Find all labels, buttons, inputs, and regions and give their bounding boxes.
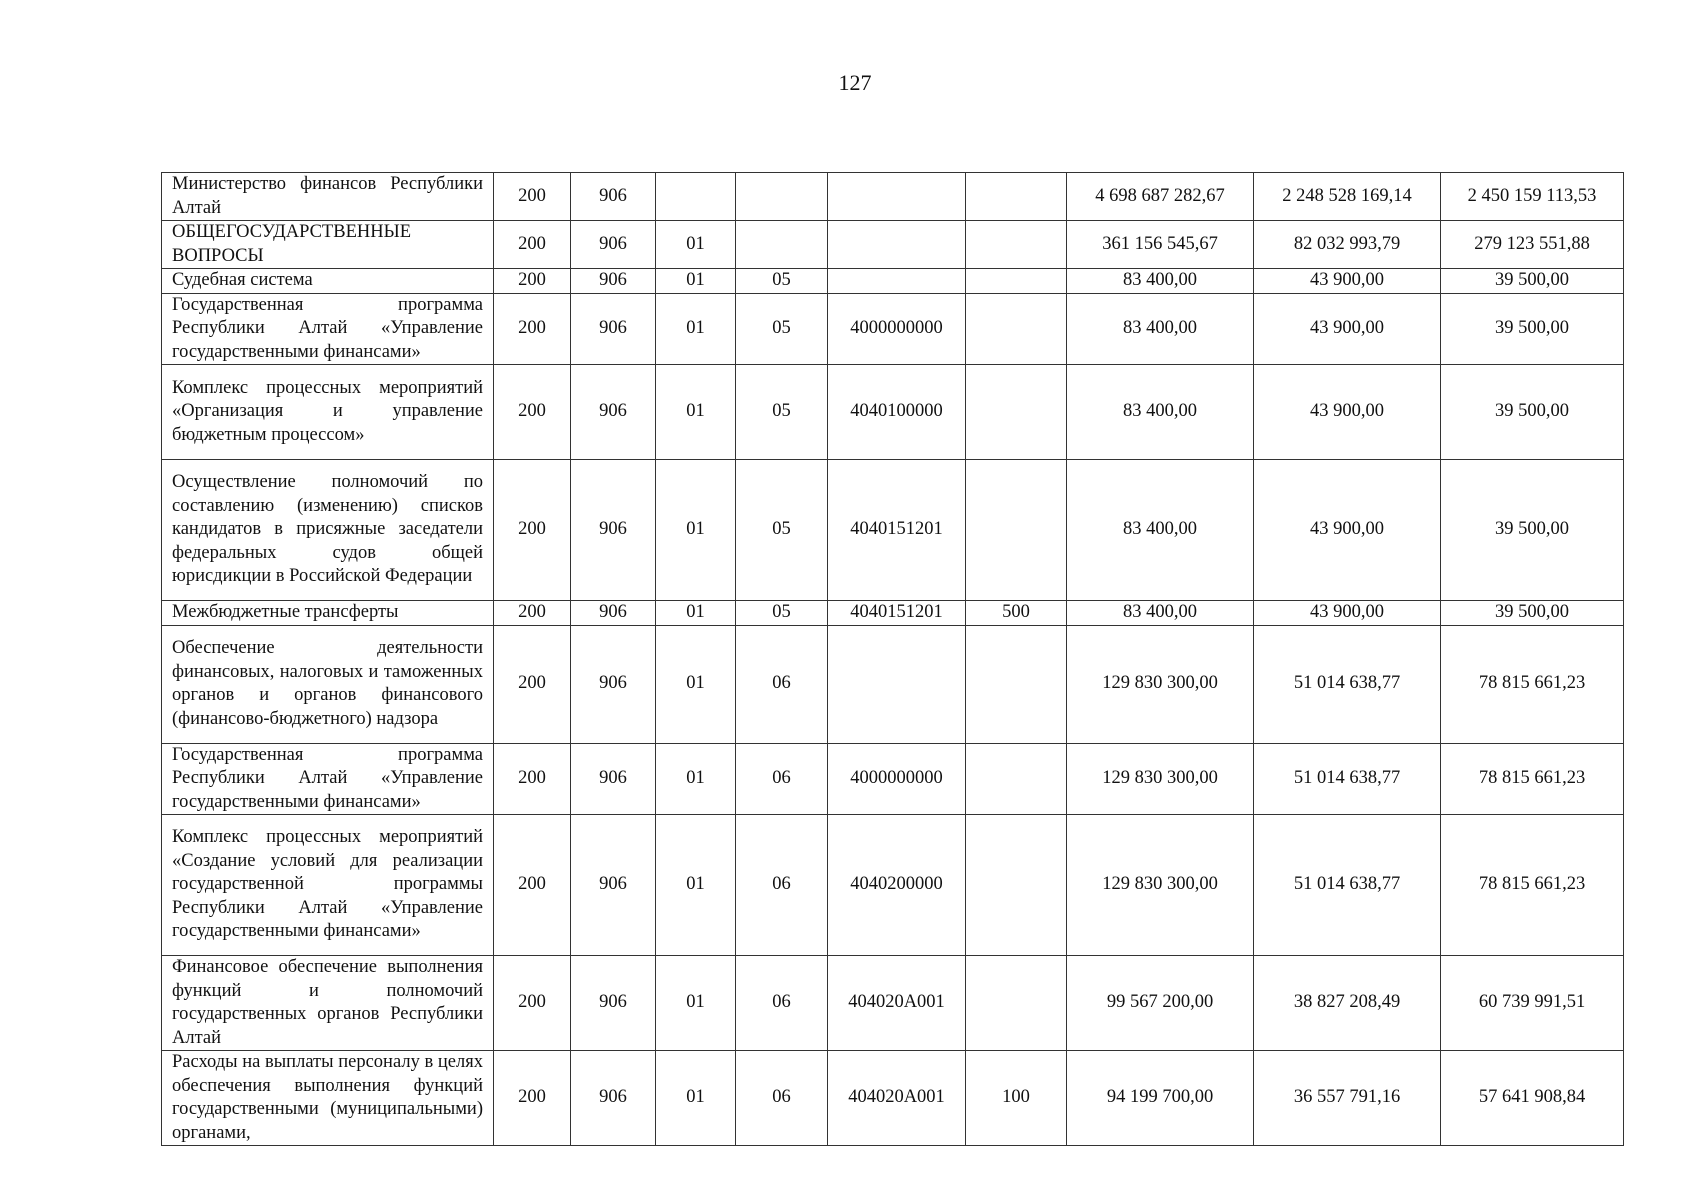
row-name: ОБЩЕГОСУДАРСТВЕННЫЕ ВОПРОСЫ	[162, 221, 494, 269]
table-row	[162, 625, 1624, 743]
budget-table	[161, 172, 1624, 1146]
cell	[828, 269, 966, 294]
amount-cell: 78 815 661,23	[1441, 625, 1624, 743]
cell: 4040151201	[828, 460, 966, 601]
cell: 01	[656, 956, 736, 1051]
cell: 906	[571, 625, 656, 743]
cell	[966, 743, 1067, 815]
cell	[966, 269, 1067, 294]
amount-cell: 38 827 208,49	[1254, 956, 1441, 1051]
cell: 06	[736, 956, 828, 1051]
amount-cell: 99 567 200,00	[1067, 956, 1254, 1051]
cell: 200	[494, 269, 571, 294]
row-name: Министерство финансов Республики Алтай	[162, 173, 494, 221]
row-name: Комплекс процессных мероприятий «Организация и управление бюджетным процессом»	[162, 365, 494, 460]
cell: 200	[494, 365, 571, 460]
cell	[736, 173, 828, 221]
cell: 906	[571, 173, 656, 221]
cell: 4040100000	[828, 365, 966, 460]
cell: 906	[571, 460, 656, 601]
page-number: 127	[838, 70, 872, 95]
row-name: Государственная программа Республики Алтай «Управление государственными финансами»	[162, 743, 494, 815]
cell: 404020А001	[828, 956, 966, 1051]
table-row	[162, 293, 1624, 365]
cell: 4040200000	[828, 815, 966, 956]
amount-cell: 4 698 687 282,67	[1067, 173, 1254, 221]
cell	[966, 460, 1067, 601]
row-name: Финансовое обеспечение выполнения функций и полномочий государственных органов Республики Алтай	[162, 956, 494, 1051]
cell: 906	[571, 365, 656, 460]
amount-cell: 129 830 300,00	[1067, 625, 1254, 743]
amount-cell: 129 830 300,00	[1067, 815, 1254, 956]
amount-cell: 129 830 300,00	[1067, 743, 1254, 815]
amount-cell: 83 400,00	[1067, 460, 1254, 601]
cell: 200	[494, 173, 571, 221]
cell	[966, 173, 1067, 221]
cell	[828, 173, 966, 221]
cell: 100	[966, 1051, 1067, 1146]
row-name: Судебная система	[162, 269, 494, 294]
amount-cell: 279 123 551,88	[1441, 221, 1624, 269]
table-row	[162, 173, 1624, 221]
amount-cell: 36 557 791,16	[1254, 1051, 1441, 1146]
cell: 06	[736, 1051, 828, 1146]
table-row	[162, 221, 1624, 269]
cell	[966, 815, 1067, 956]
cell: 500	[966, 601, 1067, 626]
cell	[966, 365, 1067, 460]
amount-cell: 39 500,00	[1441, 365, 1624, 460]
cell: 4000000000	[828, 293, 966, 365]
cell: 05	[736, 293, 828, 365]
cell: 05	[736, 460, 828, 601]
cell: 4000000000	[828, 743, 966, 815]
row-name: Осуществление полномочий по составлению (изменению) списков кандидатов в присяжные заседатели федеральных судов общей юрисдикции в Российской Федерации	[162, 460, 494, 601]
row-name: Расходы на выплаты персоналу в целях обеспечения выполнения функций государственными (муниципальными) органами,	[162, 1051, 494, 1146]
amount-cell: 2 450 159 113,53	[1441, 173, 1624, 221]
cell: 200	[494, 625, 571, 743]
amount-cell: 39 500,00	[1441, 460, 1624, 601]
row-name: Государственная программа Республики Алтай «Управление государственными финансами»	[162, 293, 494, 365]
cell: 01	[656, 815, 736, 956]
amount-cell: 57 641 908,84	[1441, 1051, 1624, 1146]
cell: 200	[494, 221, 571, 269]
cell: 906	[571, 269, 656, 294]
cell: 06	[736, 625, 828, 743]
table-row	[162, 956, 1624, 1051]
cell: 01	[656, 601, 736, 626]
table-row	[162, 269, 1624, 294]
amount-cell: 83 400,00	[1067, 365, 1254, 460]
amount-cell: 78 815 661,23	[1441, 743, 1624, 815]
row-name: Межбюджетные трансферты	[162, 601, 494, 626]
amount-cell: 78 815 661,23	[1441, 815, 1624, 956]
table-row	[162, 815, 1624, 956]
cell: 200	[494, 743, 571, 815]
cell	[656, 173, 736, 221]
cell: 05	[736, 269, 828, 294]
cell	[966, 956, 1067, 1051]
cell: 01	[656, 460, 736, 601]
amount-cell: 43 900,00	[1254, 601, 1441, 626]
cell: 906	[571, 815, 656, 956]
cell: 01	[656, 293, 736, 365]
table-row	[162, 460, 1624, 601]
cell: 06	[736, 743, 828, 815]
cell: 01	[656, 221, 736, 269]
table-row	[162, 743, 1624, 815]
cell	[828, 625, 966, 743]
cell: 01	[656, 625, 736, 743]
cell	[966, 293, 1067, 365]
amount-cell: 83 400,00	[1067, 293, 1254, 365]
cell: 200	[494, 601, 571, 626]
amount-cell: 51 014 638,77	[1254, 625, 1441, 743]
row-name: Обеспечение деятельности финансовых, налоговых и таможенных органов и органов финансового (финансово-бюджетного) надзора	[162, 625, 494, 743]
cell: 200	[494, 956, 571, 1051]
cell: 4040151201	[828, 601, 966, 626]
cell: 06	[736, 815, 828, 956]
cell: 05	[736, 365, 828, 460]
cell: 404020А001	[828, 1051, 966, 1146]
amount-cell: 39 500,00	[1441, 269, 1624, 294]
table-row	[162, 601, 1624, 626]
amount-cell: 39 500,00	[1441, 601, 1624, 626]
amount-cell: 51 014 638,77	[1254, 743, 1441, 815]
amount-cell: 361 156 545,67	[1067, 221, 1254, 269]
cell: 906	[571, 1051, 656, 1146]
cell: 906	[571, 221, 656, 269]
cell: 05	[736, 601, 828, 626]
cell	[736, 221, 828, 269]
amount-cell: 43 900,00	[1254, 365, 1441, 460]
cell: 906	[571, 601, 656, 626]
table-row	[162, 365, 1624, 460]
amount-cell: 60 739 991,51	[1441, 956, 1624, 1051]
cell: 01	[656, 269, 736, 294]
cell: 200	[494, 1051, 571, 1146]
amount-cell: 83 400,00	[1067, 269, 1254, 294]
cell: 200	[494, 293, 571, 365]
amount-cell: 82 032 993,79	[1254, 221, 1441, 269]
cell	[966, 625, 1067, 743]
cell: 906	[571, 293, 656, 365]
amount-cell: 94 199 700,00	[1067, 1051, 1254, 1146]
amount-cell: 43 900,00	[1254, 269, 1441, 294]
cell: 200	[494, 460, 571, 601]
amount-cell: 43 900,00	[1254, 460, 1441, 601]
cell	[828, 221, 966, 269]
cell: 01	[656, 1051, 736, 1146]
cell: 906	[571, 956, 656, 1051]
cell	[966, 221, 1067, 269]
cell: 01	[656, 365, 736, 460]
cell: 01	[656, 743, 736, 815]
table-row	[162, 1051, 1624, 1146]
cell: 200	[494, 815, 571, 956]
amount-cell: 39 500,00	[1441, 293, 1624, 365]
amount-cell: 83 400,00	[1067, 601, 1254, 626]
cell: 906	[571, 743, 656, 815]
amount-cell: 51 014 638,77	[1254, 815, 1441, 956]
row-name: Комплекс процессных мероприятий «Создание условий для реализации государственной программы Республики Алтай «Управление государственными финансами»	[162, 815, 494, 956]
amount-cell: 2 248 528 169,14	[1254, 173, 1441, 221]
amount-cell: 43 900,00	[1254, 293, 1441, 365]
